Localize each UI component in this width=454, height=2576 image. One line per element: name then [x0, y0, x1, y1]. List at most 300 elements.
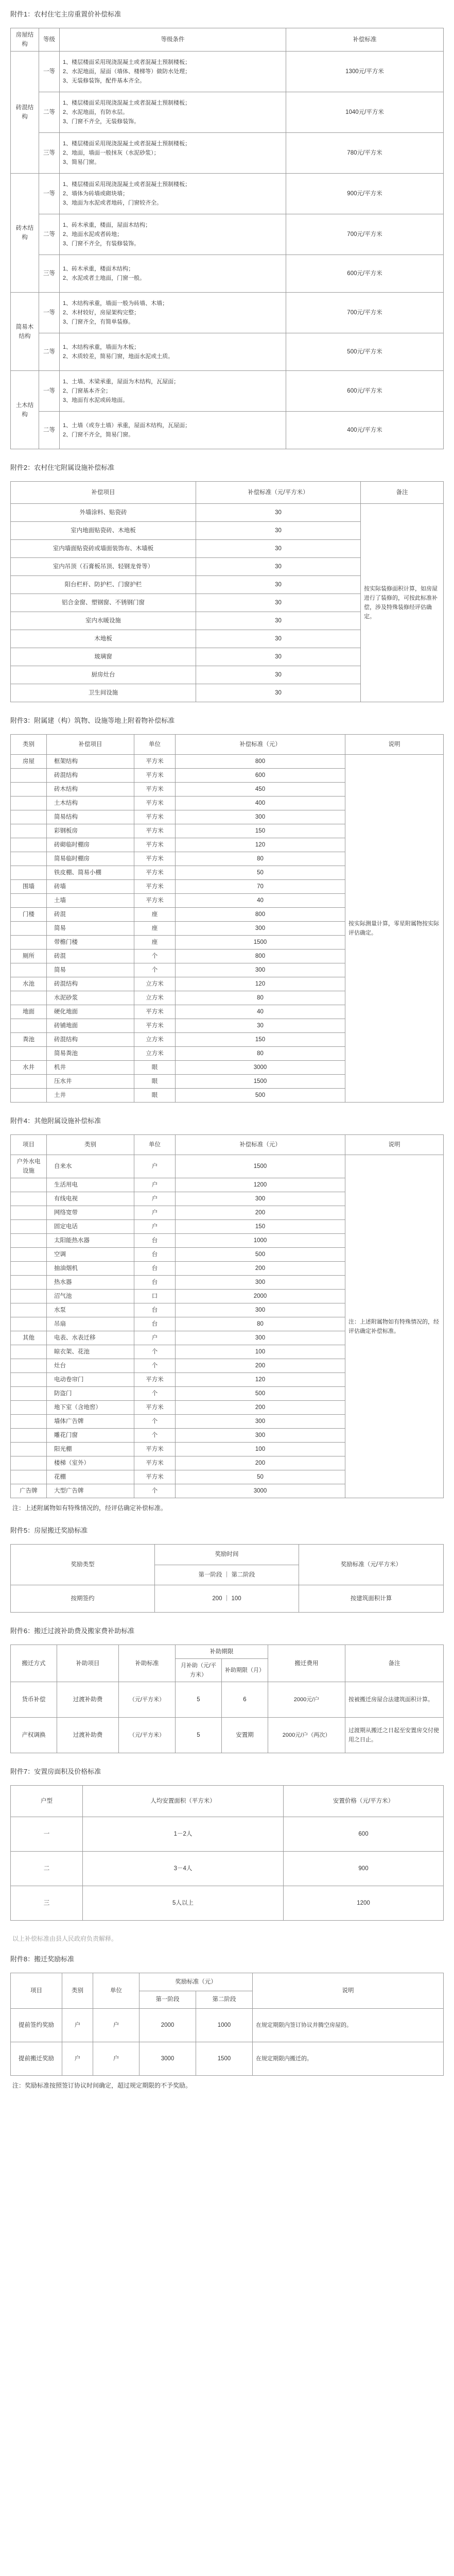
price-cell: 300 — [176, 1415, 345, 1429]
category-cell: 地面 — [11, 1005, 47, 1019]
category-cell — [11, 783, 47, 796]
item-cell: 铝合金窗、塑钢窗、不锈钢门窗 — [11, 594, 196, 612]
price-cell: 30 — [196, 540, 361, 558]
item-cell: 大型广告牌 — [47, 1484, 134, 1498]
item-cell: 防盗门 — [47, 1387, 134, 1401]
item-cell: 水泥砂浆 — [47, 991, 134, 1005]
group-cell — [11, 1456, 47, 1470]
item-cell: 木地板 — [11, 630, 196, 648]
item-cell: 电动卷帘门 — [47, 1373, 134, 1387]
group-cell: 其他 — [11, 1331, 47, 1345]
section-ancillary-compensation — [10, 463, 444, 702]
header-cell: 项目 — [11, 1135, 47, 1155]
remark-cell: 按实际装修面积计算，如房屋进行了装修的，可按此标准补偿，涉及特殊装修经评估确定。 — [361, 504, 444, 702]
group-cell — [11, 1443, 47, 1456]
price-cell: 900 — [284, 1852, 444, 1886]
way-cell: 货币补偿 — [11, 1682, 57, 1718]
condition-line: 1、土墙（或夯土墙）承重，屋面木结构，瓦屋面； — [63, 422, 191, 429]
unit-cell: 个 — [134, 1429, 176, 1443]
item-cell: 阳台栏杆、防护栏、门窗护栏 — [11, 576, 196, 594]
header-cell: 搬迁方式 — [11, 1645, 57, 1682]
price-cell: 30 — [176, 1019, 345, 1033]
fee-cell: 2000元/户 — [268, 1682, 345, 1718]
sub-header-cell: 第二阶段 — [196, 1991, 253, 2009]
category-cell: 水井 — [11, 1061, 47, 1075]
unit-cell: 户 — [134, 1178, 176, 1192]
way-cell: 产权调换 — [11, 1718, 57, 1753]
unit-cell: 台 — [134, 1317, 176, 1331]
unit-cell: 个 — [134, 950, 176, 963]
group-cell — [11, 1248, 47, 1262]
grade-cell: 二等 — [39, 333, 60, 371]
price-cell: 400元/平方米 — [286, 412, 444, 449]
category-cell — [11, 852, 47, 866]
item-cell: 太阳能热水器 — [47, 1234, 134, 1248]
condition-line: 1、楼层楼面采用现浇混凝土或者混凝土预制楼板； — [63, 100, 191, 106]
price-cell: 3000 — [176, 1061, 345, 1075]
sub-header-cell: 补助期限（月） — [222, 1659, 268, 1682]
header-cell: 备注 — [345, 1645, 444, 1682]
header-cell: 单位 — [134, 1135, 176, 1155]
group-cell — [11, 1387, 47, 1401]
area-cell: 3－4人 — [83, 1852, 284, 1886]
condition-line: 2、水泥地面，有防水层。 — [63, 109, 129, 115]
price-cell: 50 — [176, 1470, 345, 1484]
price-cell: 1500 — [176, 1075, 345, 1089]
item-cell: 砖混结构 — [47, 1033, 134, 1047]
section-relocation-bonus — [10, 1954, 444, 2090]
category-cell — [11, 769, 47, 783]
price-cell: 1200 — [176, 1178, 345, 1192]
sub-header-cell: 月补助（元/平方米） — [176, 1659, 222, 1682]
grade-cell: 一等 — [39, 293, 60, 333]
price-cell: 30 — [196, 666, 361, 684]
group-cell — [11, 1373, 47, 1387]
price-cell: 80 — [176, 1317, 345, 1331]
standard-cell: 按建筑面积计算 — [299, 1585, 444, 1613]
unit-cell: 平方米 — [134, 1005, 176, 1019]
section-caption: 附件2：农村住宅附属设施补偿标准 — [10, 464, 115, 471]
unit-cell: 户 — [134, 1206, 176, 1220]
condition-line: 1、楼层楼面采用现浇混凝土或者混凝土预制楼板； — [63, 141, 191, 147]
category-cell: 水池 — [11, 977, 47, 991]
group-cell — [11, 1192, 47, 1206]
header-cell: 补助项目 — [57, 1645, 119, 1682]
item-cell: 土井 — [47, 1089, 134, 1103]
condition-line: 2、地面，墙面一般抹灰（水泥砂浆）； — [63, 150, 160, 156]
unit-cell: 平方米 — [134, 852, 176, 866]
item-cell: 过渡补助费 — [57, 1718, 119, 1753]
item-cell: 简易临时棚房 — [47, 852, 134, 866]
condition-line: 3、门窗齐全，有简单装修。 — [63, 319, 134, 325]
header-cell: 补偿标准（元） — [176, 1135, 345, 1155]
price-cell: 1300元/平方米 — [286, 52, 444, 92]
header-cell: 房屋结构 — [11, 28, 39, 52]
unit-cell: 立方米 — [134, 991, 176, 1005]
price-cell: 700元/平方米 — [286, 214, 444, 255]
item-cell: 土墙 — [47, 894, 134, 908]
sub-header-label: 第一阶段 — [198, 1571, 222, 1578]
price-cell: 120 — [176, 1373, 345, 1387]
item-cell: 带檐门楼 — [47, 936, 134, 950]
header-cell: 单位 — [93, 1973, 139, 2009]
header-cell: 补助期限 — [176, 1645, 268, 1659]
item-cell: 外墙涂料、贴瓷砖 — [11, 504, 196, 522]
group-cell — [11, 1262, 47, 1276]
item-cell: 水泵 — [47, 1303, 134, 1317]
condition-line: 2、木材较好，房屋架构完整； — [63, 310, 140, 316]
header-cell: 等级条件 — [60, 28, 286, 52]
price-cell: 30 — [196, 648, 361, 666]
category-cell — [11, 810, 47, 824]
header-cell: 说明 — [345, 735, 444, 755]
condition-line: 3、地面有水泥或砖地面。 — [63, 397, 129, 403]
condition-line: 1、楼层楼面采用现浇混凝土或者混凝土预制楼板； — [63, 181, 191, 188]
unit-cell: 台 — [134, 1276, 176, 1290]
item-cell: 室内墙面贴瓷砖或墙面装饰布、木墙板 — [11, 540, 196, 558]
section-transition-subsidy — [10, 1626, 444, 1753]
header-cell: 人均安置面积（平方米） — [83, 1786, 284, 1817]
price-cell: 300 — [176, 810, 345, 824]
grade-cell: 二等 — [39, 214, 60, 255]
price-cell: 120 — [176, 977, 345, 991]
unit-cell: 眼 — [134, 1075, 176, 1089]
group-cell — [11, 1317, 47, 1331]
section-relocation-reward — [10, 1526, 444, 1613]
header-cell: 等级 — [39, 28, 60, 52]
section-housing-compensation — [10, 9, 444, 449]
item-cell: 晾衣架、花池 — [47, 1345, 134, 1359]
unit-cell: 台 — [134, 1262, 176, 1276]
category-cell — [11, 824, 47, 838]
condition-line: 2、门窗不齐全，简易门窗。 — [63, 432, 134, 438]
item-cell: 卫生间设施 — [11, 684, 196, 702]
unit-cell: 平方米 — [134, 866, 176, 880]
category-cell — [11, 894, 47, 908]
category-cell: 户 — [62, 2009, 93, 2042]
unit-cell: 立方米 — [134, 977, 176, 991]
header-cell: 奖励标准（元） — [139, 1973, 253, 1991]
header-cell: 补偿项目 — [47, 735, 134, 755]
stage-value: 200 — [212, 1596, 222, 1602]
price-cell: 3000 — [176, 1484, 345, 1498]
condition-line: 1、木结构承重，墙面一般为砖墙、木墙； — [63, 300, 168, 307]
section-caption: 附件6：搬迁过渡补助费及搬家费补助标准 — [10, 1627, 135, 1635]
remark-cell: 在规定期限内搬迁的。 — [253, 2042, 444, 2076]
group-cell — [11, 1429, 47, 1443]
unit-cell: 平方米 — [134, 1019, 176, 1033]
price-cell: 780元/平方米 — [286, 133, 444, 174]
price-cell: 200 — [176, 1359, 345, 1373]
unit-cell: 平方米 — [134, 1373, 176, 1387]
price-cell: 2000 — [176, 1290, 345, 1303]
remark-cell: 按实际测量计算，零星附属物按实际评估确定。 — [345, 755, 444, 1103]
item-cell: 简易结构 — [47, 810, 134, 824]
price-cell: 120 — [176, 838, 345, 852]
unit-cell: 平方米 — [134, 755, 176, 769]
item-cell: 热水器 — [47, 1276, 134, 1290]
item-cell: 机井 — [47, 1061, 134, 1075]
header-cell: 补偿项目 — [11, 482, 196, 504]
item-cell: 砖铺地面 — [47, 1019, 134, 1033]
condition-line: 1、砖木承重，楼面木结构； — [63, 266, 134, 272]
price-cell: 900元/平方米 — [286, 174, 444, 214]
price-cell: 200 — [176, 1206, 345, 1220]
group-cell — [11, 1345, 47, 1359]
price-cell: 500 — [176, 1387, 345, 1401]
item-cell: 简易 — [47, 922, 134, 936]
header-cell: 奖励类型 — [11, 1545, 155, 1585]
header-cell: 说明 — [253, 1973, 444, 2009]
section-caption: 附件3：附属建（构）筑物、设施等地上附着物补偿标准 — [10, 717, 175, 724]
unit-cell: 台 — [134, 1303, 176, 1317]
item-cell: 简易 — [47, 963, 134, 977]
structure-cell: 砖混结构 — [11, 52, 39, 174]
group-cell — [11, 1359, 47, 1373]
item-cell: 提前搬迁奖励 — [11, 2042, 62, 2076]
reward-table — [10, 1544, 444, 1613]
unit-cell: 眼 — [134, 1089, 176, 1103]
price-cell: 80 — [176, 852, 345, 866]
item-cell: 室内水暖设施 — [11, 612, 196, 630]
unit-cell: 座 — [134, 908, 176, 922]
item-cell: 固定电话 — [47, 1220, 134, 1234]
item-cell: 抽油烟机 — [47, 1262, 134, 1276]
price-cell: 1200 — [284, 1886, 444, 1921]
price-cell: 800 — [176, 755, 345, 769]
condition-line: 3、门窗不齐全，无装修装饰。 — [63, 118, 140, 125]
header-cell: 补助标准 — [119, 1645, 176, 1682]
structure-cell: 土木结构 — [11, 371, 39, 449]
condition-line: 1、楼层楼面采用现浇混凝土或者混凝土预制楼板； — [63, 59, 191, 65]
item-cell: 砖木结构 — [47, 783, 134, 796]
stage-value: 100 — [231, 1596, 241, 1602]
category-cell — [11, 1089, 47, 1103]
sub-header-cell: 第一阶段 ｜ 第二阶段 — [155, 1565, 299, 1585]
price-cell: 300 — [176, 1276, 345, 1290]
header-cell: 搬迁费用 — [268, 1645, 345, 1682]
remark-cell: 过渡期从搬迁之日起至安置房交付使用之日止。 — [345, 1718, 444, 1753]
price-cell: 30 — [196, 576, 361, 594]
price-cell: 800 — [176, 908, 345, 922]
category-cell: 厕所 — [11, 950, 47, 963]
condition-line: 3、简易门窗。 — [63, 159, 100, 165]
price-cell: 300 — [176, 1303, 345, 1317]
price-cell: 80 — [176, 1047, 345, 1061]
item-cell: 铁皮棚、简易小棚 — [47, 866, 134, 880]
item-cell: 土木结构 — [47, 796, 134, 810]
price-cell: 500元/平方米 — [286, 333, 444, 371]
item-cell: 吊扇 — [47, 1317, 134, 1331]
price-cell: 300 — [176, 922, 345, 936]
item-cell: 空调 — [47, 1248, 134, 1262]
remark-cell: 按被搬迁房屋合法建筑面积计算。 — [345, 1682, 444, 1718]
condition-line: 1、砖木承重，楼面，屋面木结构； — [63, 222, 151, 228]
price-cell: 1500 — [176, 936, 345, 950]
sub-header-label: 第二阶段 — [231, 1571, 255, 1578]
price-cell: 300 — [176, 1192, 345, 1206]
unit-cell: 平方米 — [134, 1443, 176, 1456]
item-cell: 硬化地面 — [47, 1005, 134, 1019]
category-cell — [11, 796, 47, 810]
price-cell: 150 — [176, 1220, 345, 1234]
price-cell: 100 — [176, 1345, 345, 1359]
remark-cell: 在规定期限内签订协议并腾空房屋的。 — [253, 2009, 444, 2042]
price-cell: 600元/平方米 — [286, 255, 444, 293]
price-cell: 200 — [176, 1456, 345, 1470]
grade-cell: 二等 — [39, 412, 60, 449]
header-cell: 备注 — [361, 482, 444, 504]
section-attachment-compensation — [10, 716, 444, 1103]
category-cell: 户 — [62, 2042, 93, 2076]
std-cell: （元/平方米） — [119, 1718, 176, 1753]
unit-cell: 座 — [134, 922, 176, 936]
header-cell: 安置价格（元/平方米） — [284, 1786, 444, 1817]
category-cell — [11, 1019, 47, 1033]
unit-cell: 户 — [134, 1155, 176, 1178]
price-cell: 200 — [176, 1401, 345, 1415]
section-caption: 附件5：房屋搬迁奖励标准 — [10, 1527, 88, 1534]
header-cell: 补偿标准（元） — [176, 735, 345, 755]
group-cell — [11, 1401, 47, 1415]
unit-cell: 户 — [134, 1331, 176, 1345]
header-cell: 单位 — [134, 735, 176, 755]
item-cell: 厨房灶台 — [11, 666, 196, 684]
price-cell: 30 — [196, 558, 361, 576]
unit-cell: 户 — [93, 2009, 139, 2042]
unit-cell: 台 — [134, 1248, 176, 1262]
category-cell — [11, 866, 47, 880]
section-caption: 附件8：搬迁奖励标准 — [10, 1955, 75, 1963]
attachment-table — [10, 734, 444, 1103]
item-cell: 砖砌临时棚房 — [47, 838, 134, 852]
fee-cell: 2000元/户（两次） — [268, 1718, 345, 1753]
price-cell: 600 — [284, 1817, 444, 1852]
item-cell: 墙体广告牌 — [47, 1415, 134, 1429]
sub-cell: 6 — [222, 1682, 268, 1718]
type-cell: 三 — [11, 1886, 83, 1921]
price-cell: 100 — [176, 1443, 345, 1456]
unit-cell: 立方米 — [134, 1033, 176, 1047]
header-cell: 补偿标准（元/平方米） — [196, 482, 361, 504]
unit-cell: 眼 — [134, 1061, 176, 1075]
item-cell: 彩钢板房 — [47, 824, 134, 838]
price-cell: 30 — [196, 630, 361, 648]
group-cell — [11, 1234, 47, 1248]
unit-cell: 平方米 — [134, 880, 176, 894]
price-cell: 1040元/平方米 — [286, 92, 444, 133]
price-cell: 600 — [176, 769, 345, 783]
unit-cell: 户 — [134, 1192, 176, 1206]
condition-line: 1、土墙、木梁承重，屋面为木结构，瓦屋面； — [63, 379, 180, 385]
price-cell: 30 — [196, 684, 361, 702]
price-cell: 40 — [176, 1005, 345, 1019]
stage-values-cell: 200 ｜ 100 — [155, 1585, 299, 1613]
grade-cell: 二等 — [39, 92, 60, 133]
price-cell: 30 — [196, 612, 361, 630]
price-cell: 300 — [176, 1331, 345, 1345]
condition-line: 2、地面水泥或者砖地； — [63, 231, 123, 238]
condition-line: 2、水泥地面，屋面（墙体、楼梯等）做防水处理； — [63, 69, 191, 75]
item-cell: 室内地面贴瓷砖、木地板 — [11, 522, 196, 540]
price-cell: 400 — [176, 796, 345, 810]
condition-line: 1、木结构承重，墙面为木板； — [63, 344, 140, 350]
std-cell: （元/平方米） — [119, 1682, 176, 1718]
unit-cell: 平方米 — [134, 838, 176, 852]
sub-cell: 5 — [176, 1682, 222, 1718]
item-cell: 砖混结构 — [47, 769, 134, 783]
unit-cell: 个 — [134, 1359, 176, 1373]
section-resettlement-housing — [10, 1767, 444, 1921]
price-cell: 50 — [176, 866, 345, 880]
unit-cell: 立方米 — [134, 1047, 176, 1061]
price-cell: 600元/平方米 — [286, 371, 444, 412]
item-cell: 沼气池 — [47, 1290, 134, 1303]
item-cell: 生活用电 — [47, 1178, 134, 1192]
price-cell: 500 — [176, 1248, 345, 1262]
section-caption: 附件7：安置房面积及价格标准 — [10, 1768, 101, 1775]
item-cell: 砖混结构 — [47, 977, 134, 991]
group-cell — [11, 1303, 47, 1317]
group-cell: 广告牌 — [11, 1484, 47, 1498]
unit-cell: 户 — [93, 2042, 139, 2076]
table-note: 注：奖励标准按照签订协议时间确定，超过规定期限的不予奖励。 — [12, 2082, 192, 2089]
unit-cell: 个 — [134, 1484, 176, 1498]
unit-cell: 平方米 — [134, 894, 176, 908]
unit-cell: 个 — [134, 1387, 176, 1401]
bonus-table — [10, 1973, 444, 2076]
condition-line: 2、水泥或者土地面，门窗一般。 — [63, 275, 146, 281]
section-caption: 附件1：农村住宅主房重置价补偿标准 — [10, 10, 121, 18]
price-cell: 30 — [196, 504, 361, 522]
item-cell: 砖混 — [47, 908, 134, 922]
unit-cell: 平方米 — [134, 1401, 176, 1415]
category-cell — [11, 922, 47, 936]
price-cell: 800 — [176, 950, 345, 963]
price-cell: 500 — [176, 1089, 345, 1103]
price-cell: 3000 — [139, 2042, 196, 2076]
unit-cell: 个 — [134, 963, 176, 977]
price-cell: 40 — [176, 894, 345, 908]
grade-cell: 一等 — [39, 52, 60, 92]
item-cell: 楼梯（室外） — [47, 1456, 134, 1470]
category-cell — [11, 1075, 47, 1089]
item-cell: 自来水 — [47, 1155, 134, 1178]
document — [10, 9, 444, 2103]
group-cell — [11, 1220, 47, 1234]
item-cell: 花棚 — [47, 1470, 134, 1484]
grade-cell: 一等 — [39, 174, 60, 214]
housing-table — [10, 28, 444, 449]
category-cell — [11, 936, 47, 950]
sub-header-cell: 第一阶段 — [139, 1991, 196, 2009]
unit-cell: 个 — [134, 1415, 176, 1429]
group-cell — [11, 1178, 47, 1192]
price-cell: 1500 — [176, 1155, 345, 1178]
price-cell: 150 — [176, 1033, 345, 1047]
sub-cell: 5 — [176, 1718, 222, 1753]
grade-cell: 三等 — [39, 255, 60, 293]
unit-cell: 平方米 — [134, 810, 176, 824]
section-other-facilities — [10, 1116, 444, 1512]
header-cell: 类别 — [62, 1973, 93, 2009]
price-cell: 200 — [176, 1262, 345, 1276]
item-cell: 压水井 — [47, 1075, 134, 1089]
item-cell: 过渡补助费 — [57, 1682, 119, 1718]
header-cell: 户型 — [11, 1786, 83, 1817]
price-cell: 70 — [176, 880, 345, 894]
unit-cell: 户 — [134, 1220, 176, 1234]
